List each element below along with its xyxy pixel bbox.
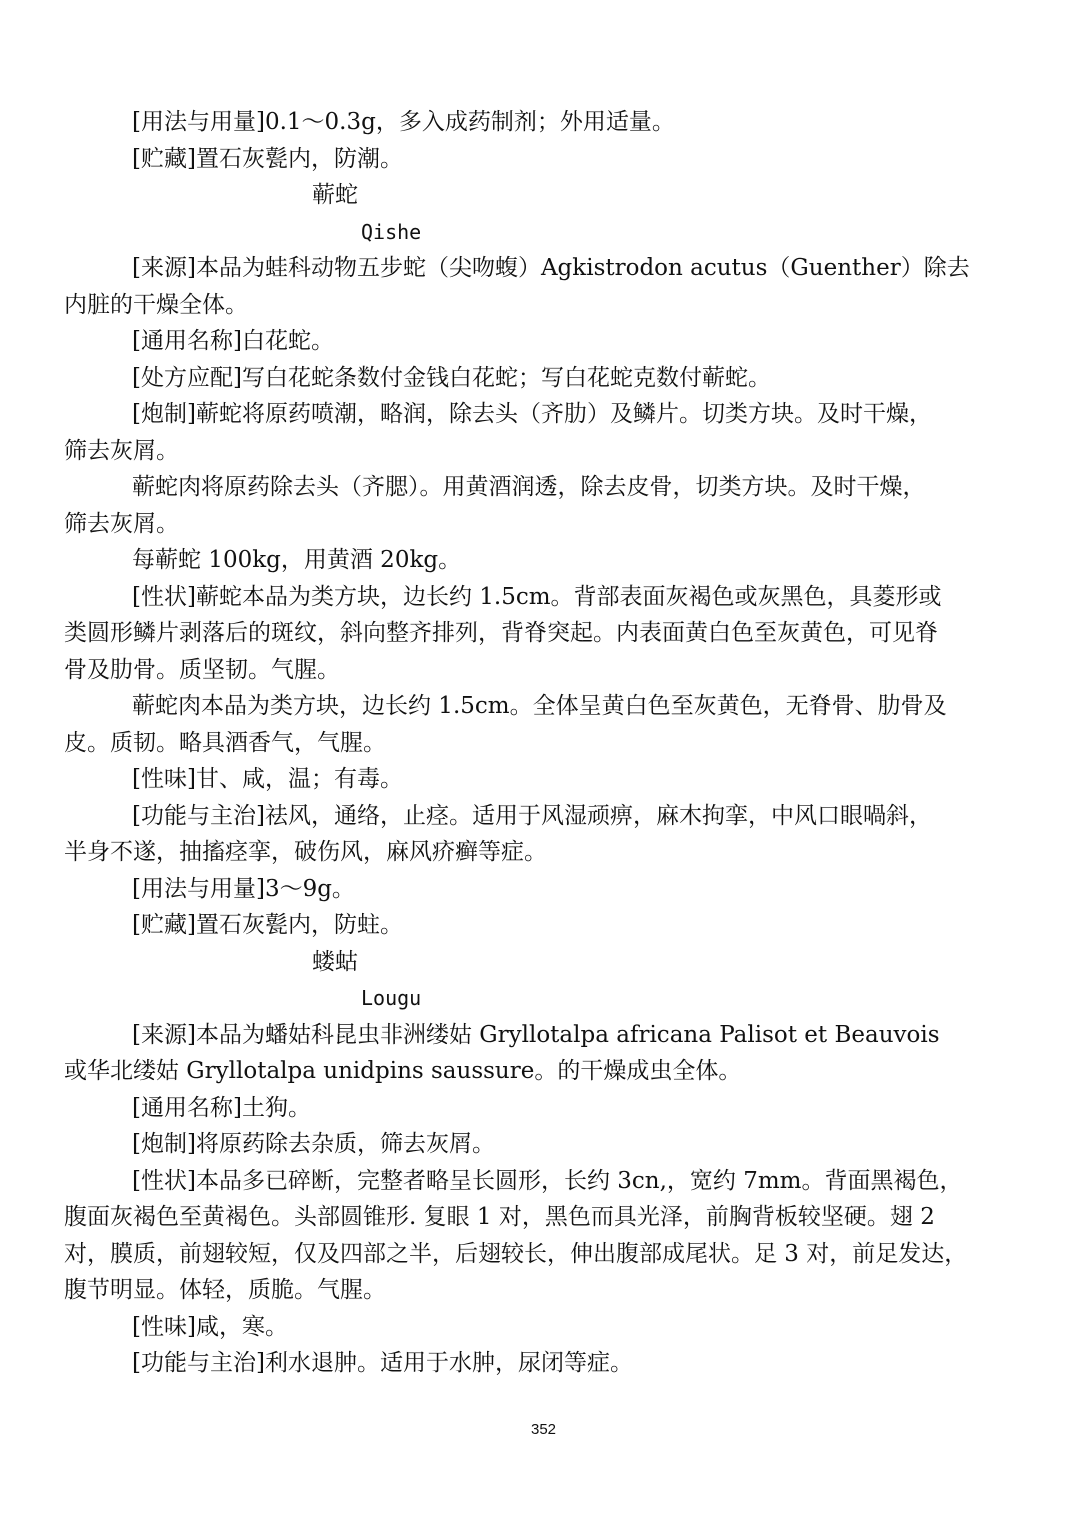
processing-paragraph: [炮制]将原药除去杂质，筛去灰屑。: [132, 1131, 495, 1157]
characteristics-paragraph-line: [性状]本品多已碎断，完整者略呈长圆形，长约 3cn,，宽约 7mm。背面黑褐色，: [132, 1167, 963, 1194]
entry-title-lougu: 蝼蛄: [312, 948, 358, 975]
characteristics-paragraph-line: 腹面灰褐色至黄褐色。头部圆锥形. 复眼 1 对，黑色而具光泽，前胸背板较坚硬。翅 2: [64, 1204, 935, 1230]
processing-meat-paragraph-line: 筛去灰屑。: [64, 510, 179, 537]
characteristics-paragraph-line: 类圆形鳞片剥落后的斑纹，斜向整齐排列，背脊突起。内表面黄白色至灰黄色，可见脊: [64, 620, 938, 646]
entry-pinyin-lougu: Lougu: [361, 986, 422, 1010]
function-paragraph: [功能与主治]利水退肿。适用于水肿，尿闭等症。: [132, 1350, 633, 1376]
processing-meat-paragraph-line: 蕲蛇肉将原药除去头（齐腮）。用黄酒润透，除去皮骨，切类方块。及时干燥，: [132, 474, 926, 500]
characteristics-paragraph-line: 对，膜质，前翅较短，仅及四部之半，后翅较长，伸出腹部成尾状。足 3 对，前足发达，: [64, 1240, 968, 1267]
meat-characteristics-paragraph-line: 皮。质韧。略具酒香气，气腥。: [64, 729, 386, 756]
storage-paragraph: [贮藏]置石灰甏内，防蛀。: [132, 912, 403, 938]
page-body: [64, 104, 1026, 1382]
entry-title-qishe: 蕲蛇: [312, 182, 358, 208]
common-name-paragraph: [通用名称]土狗。: [132, 1094, 311, 1121]
source-paragraph-line: 内脏的干燥全体。: [64, 291, 248, 318]
function-paragraph-line: 半身不遂，抽搐痉挛，破伤风，麻风疥癣等症。: [64, 839, 547, 865]
source-paragraph-line: 或华北缕姑 Gryllotalpa unidpins saussure。的干燥成虫全体。: [64, 1058, 742, 1084]
meat-characteristics-paragraph-line: 蕲蛇肉本品为类方块，边长约 1.5cm。全体呈黄白色至灰黄色，无脊骨、肋骨及: [132, 693, 947, 719]
nature-taste-paragraph: [性味]咸，寒。: [132, 1313, 288, 1340]
characteristics-paragraph-line: 骨及肋骨。质坚韧。气腥。: [64, 656, 340, 683]
entry-pinyin-qishe: Qishe: [361, 219, 422, 244]
characteristics-paragraph-line: 腹节明显。体轻，质脆。气腥。: [64, 1277, 386, 1303]
nature-taste-paragraph: [性味]甘、咸，温；有毒。: [132, 766, 403, 792]
function-paragraph-line: [功能与主治]祛风，通络，止痉。适用于风湿顽痹，麻木拘挛，中风口眼喎斜，: [132, 802, 932, 829]
prescription-paragraph: [处方应配]写白花蛇条数付金钱白花蛇；写白花蛇克数付蕲蛇。: [132, 364, 771, 391]
source-paragraph-line: [来源]本品为蟠姑科昆虫非洲缕姑 Gryllotalpa africana Palisot et Beauvois: [132, 1021, 940, 1048]
processing-paragraph-line: [炮制]蕲蛇将原药喷潮，略润，除去头（齐肋）及鳞片。切类方块。及时干燥，: [132, 401, 932, 427]
common-name-paragraph: [通用名称]白花蛇。: [132, 328, 334, 354]
usage-dosage-paragraph: [用法与用量]0.1～0.3g，多入成药制剂；外用适量。: [132, 109, 675, 135]
source-paragraph-line: [来源]本品为蛙科动物五步蛇（尖吻蝮）Agkistrodon acutus（Guenther）除去: [132, 255, 970, 281]
ratio-paragraph: 每蕲蛇 100kg，用黄酒 20kg。: [132, 547, 462, 573]
processing-paragraph-line: 筛去灰屑。: [64, 437, 179, 464]
page-number: 352: [530, 1421, 557, 1438]
usage-dosage-paragraph: [用法与用量]3～9g。: [132, 875, 355, 902]
storage-paragraph: [贮藏]置石灰甏内，防潮。: [132, 145, 403, 172]
characteristics-paragraph-line: [性状]蕲蛇本品为类方块，边长约 1.5cm。背部表面灰褐色或灰黑色，具菱形或: [132, 583, 942, 610]
